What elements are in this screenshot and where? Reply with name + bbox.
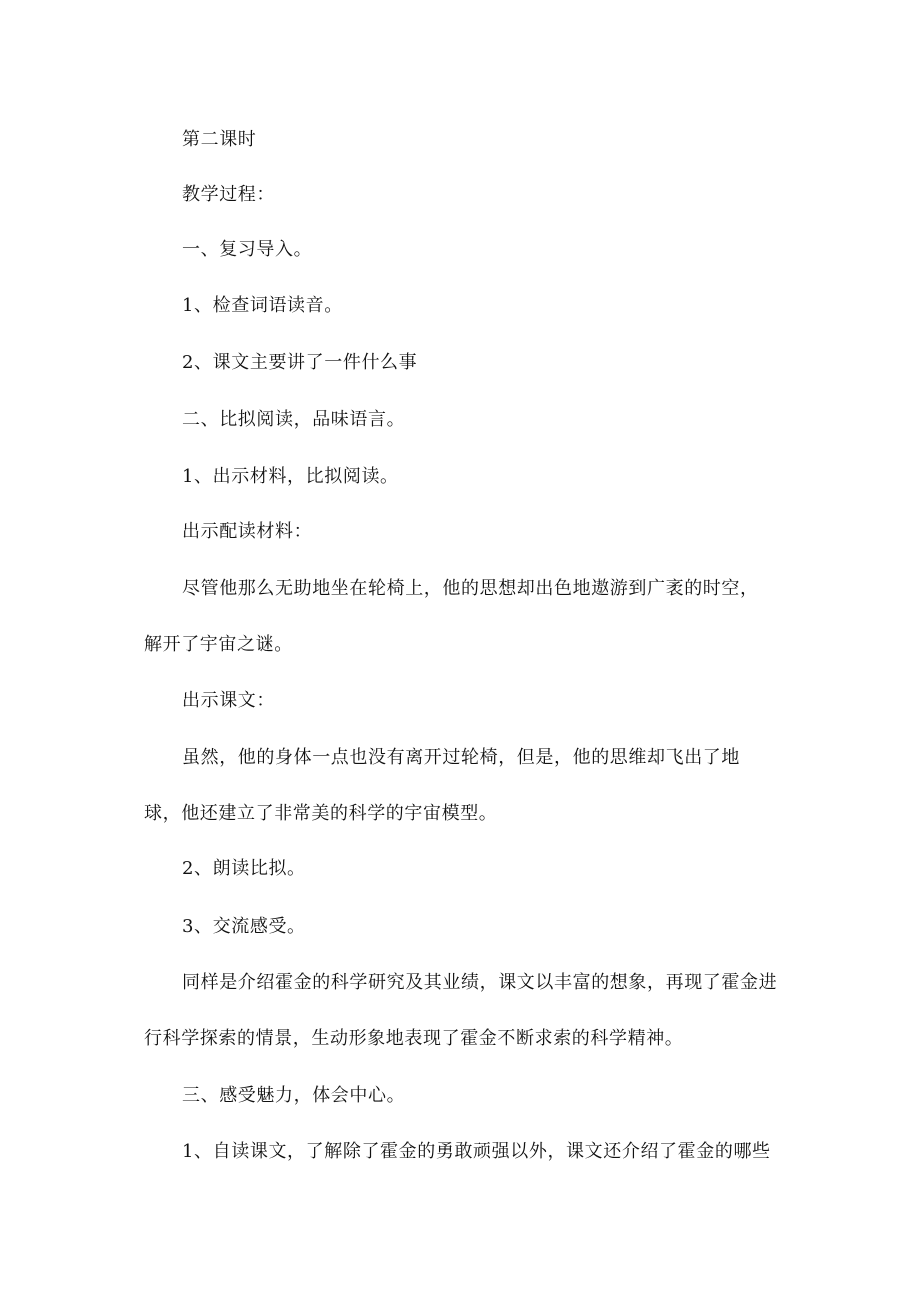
paragraph-line: 解开了宇宙之谜。 — [144, 634, 293, 655]
paragraph-line: 1、出示材料，比拟阅读。 — [182, 466, 399, 487]
paragraph-line: 1、检查词语读音。 — [182, 295, 343, 316]
paragraph-line: 行科学探索的情景，生动形象地表现了霍金不断求索的科学精神。 — [144, 1028, 684, 1049]
paragraph-line: 教学过程： — [182, 184, 275, 205]
paragraph-line: 三、感受魅力，体会中心。 — [182, 1085, 406, 1106]
paragraph-line: 2、课文主要讲了一件什么事 — [182, 352, 418, 373]
paragraph-line: 虽然，他的身体一点也没有离开过轮椅，但是，他的思维却飞出了地 — [182, 747, 740, 768]
paragraph-line: 同样是介绍霍金的科学研究及其业绩，课文以丰富的想象，再现了霍金进 — [182, 972, 778, 993]
paragraph-line: 1、自读课文，了解除了霍金的勇敢顽强以外，课文还介绍了霍金的哪些 — [182, 1141, 771, 1162]
paragraph-line: 3、交流感受。 — [182, 916, 306, 937]
paragraph-line: 球，他还建立了非常美的科学的宇宙模型。 — [144, 803, 498, 824]
paragraph-line: 2、朗读比拟。 — [182, 858, 306, 879]
paragraph-line: 出示配读材料： — [182, 521, 313, 542]
paragraph-line: 出示课文： — [182, 690, 275, 711]
paragraph-line: 一、复习导入。 — [182, 239, 313, 260]
paragraph-line: 尽管他那么无助地坐在轮椅上，他的思想却出色地遨游到广袤的时空， — [182, 578, 759, 599]
section-heading: 第二课时 — [182, 129, 257, 150]
paragraph-line: 二、比拟阅读，品味语言。 — [182, 409, 406, 430]
